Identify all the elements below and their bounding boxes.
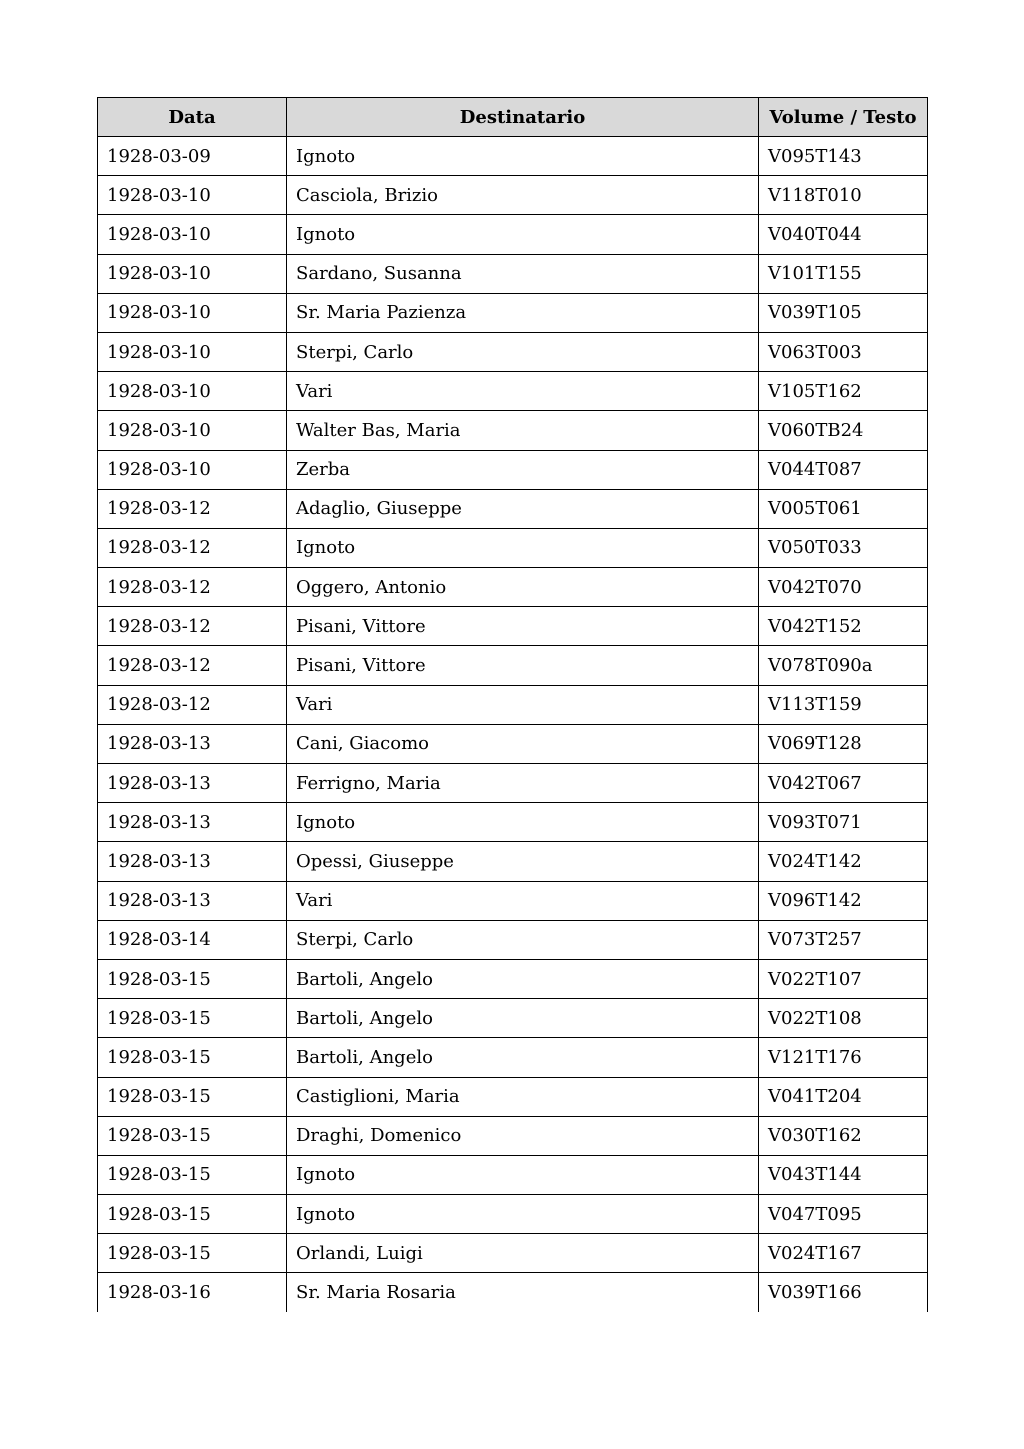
table-row — [98, 176, 928, 215]
table-row — [98, 685, 928, 724]
cell-volume-text: V040T044 — [759, 215, 928, 254]
table-row — [98, 607, 928, 646]
cell-volume-text: V041T204 — [759, 1077, 928, 1116]
cell-recipient: Bartoli, Angelo — [287, 999, 759, 1038]
cell-date: 1928-03-10 — [98, 411, 287, 450]
cell-volume-text: V078T090a — [759, 646, 928, 685]
cell-recipient: Bartoli, Angelo — [287, 959, 759, 998]
cell-date: 1928-03-15 — [98, 1038, 287, 1077]
cell-recipient: Ignoto — [287, 1155, 759, 1194]
table-row — [98, 724, 928, 763]
cell-recipient: Cani, Giacomo — [287, 724, 759, 763]
cell-recipient: Sr. Maria Rosaria — [287, 1273, 759, 1312]
column-header-volume-text: Volume / Testo — [759, 98, 928, 137]
cell-date: 1928-03-12 — [98, 607, 287, 646]
cell-recipient: Casciola, Brizio — [287, 176, 759, 215]
cell-date: 1928-03-13 — [98, 803, 287, 842]
cell-volume-text: V022T107 — [759, 959, 928, 998]
cell-volume-text: V024T167 — [759, 1234, 928, 1273]
table-row — [98, 1077, 928, 1116]
cell-volume-text: V030T162 — [759, 1116, 928, 1155]
cell-date: 1928-03-12 — [98, 568, 287, 607]
cell-volume-text: V063T003 — [759, 332, 928, 371]
cell-date: 1928-03-16 — [98, 1273, 287, 1312]
table-row — [98, 1234, 928, 1273]
cell-volume-text: V121T176 — [759, 1038, 928, 1077]
cell-volume-text: V024T142 — [759, 842, 928, 881]
column-header-date: Data — [98, 98, 287, 137]
cell-date: 1928-03-13 — [98, 724, 287, 763]
table-row — [98, 215, 928, 254]
cell-date: 1928-03-14 — [98, 920, 287, 959]
cell-recipient: Ignoto — [287, 215, 759, 254]
cell-date: 1928-03-10 — [98, 254, 287, 293]
table-row — [98, 803, 928, 842]
cell-volume-text: V042T152 — [759, 607, 928, 646]
cell-volume-text: V069T128 — [759, 724, 928, 763]
cell-volume-text: V005T061 — [759, 489, 928, 528]
cell-recipient: Ignoto — [287, 1195, 759, 1234]
cell-volume-text: V105T162 — [759, 372, 928, 411]
cell-recipient: Vari — [287, 685, 759, 724]
cell-volume-text: V118T010 — [759, 176, 928, 215]
table-body — [98, 137, 928, 1313]
table-row — [98, 332, 928, 371]
table-row — [98, 764, 928, 803]
cell-recipient: Pisani, Vittore — [287, 607, 759, 646]
cell-volume-text: V101T155 — [759, 254, 928, 293]
cell-recipient: Castiglioni, Maria — [287, 1077, 759, 1116]
table-row — [98, 568, 928, 607]
cell-recipient: Draghi, Domenico — [287, 1116, 759, 1155]
cell-volume-text: V073T257 — [759, 920, 928, 959]
cell-volume-text: V096T142 — [759, 881, 928, 920]
table-row — [98, 1155, 928, 1194]
table-row — [98, 411, 928, 450]
table-row — [98, 881, 928, 920]
column-header-recipient: Destinatario — [287, 98, 759, 137]
cell-date: 1928-03-15 — [98, 1077, 287, 1116]
cell-date: 1928-03-15 — [98, 1155, 287, 1194]
table-row — [98, 450, 928, 489]
cell-recipient: Walter Bas, Maria — [287, 411, 759, 450]
cell-date: 1928-03-12 — [98, 685, 287, 724]
table-row — [98, 920, 928, 959]
cell-date: 1928-03-12 — [98, 528, 287, 567]
cell-recipient: Pisani, Vittore — [287, 646, 759, 685]
cell-date: 1928-03-10 — [98, 332, 287, 371]
cell-date: 1928-03-15 — [98, 1234, 287, 1273]
cell-recipient: Vari — [287, 372, 759, 411]
table-row — [98, 1195, 928, 1234]
table-row — [98, 999, 928, 1038]
cell-date: 1928-03-15 — [98, 999, 287, 1038]
cell-recipient: Sardano, Susanna — [287, 254, 759, 293]
cell-recipient: Bartoli, Angelo — [287, 1038, 759, 1077]
cell-date: 1928-03-10 — [98, 176, 287, 215]
cell-volume-text: V060TB24 — [759, 411, 928, 450]
cell-date: 1928-03-13 — [98, 842, 287, 881]
cell-recipient: Sr. Maria Pazienza — [287, 293, 759, 332]
table-row — [98, 1273, 928, 1312]
cell-date: 1928-03-10 — [98, 293, 287, 332]
table-row — [98, 293, 928, 332]
cell-volume-text: V039T166 — [759, 1273, 928, 1312]
cell-date: 1928-03-15 — [98, 959, 287, 998]
cell-volume-text: V093T071 — [759, 803, 928, 842]
cell-recipient: Oggero, Antonio — [287, 568, 759, 607]
cell-recipient: Opessi, Giuseppe — [287, 842, 759, 881]
cell-date: 1928-03-10 — [98, 450, 287, 489]
table-row — [98, 254, 928, 293]
cell-volume-text: V022T108 — [759, 999, 928, 1038]
cell-volume-text: V047T095 — [759, 1195, 928, 1234]
letters-table — [97, 97, 928, 1312]
cell-date: 1928-03-13 — [98, 764, 287, 803]
table-header-row — [98, 98, 928, 137]
cell-recipient: Zerba — [287, 450, 759, 489]
cell-date: 1928-03-13 — [98, 881, 287, 920]
table-row — [98, 137, 928, 176]
cell-recipient: Sterpi, Carlo — [287, 332, 759, 371]
cell-volume-text: V043T144 — [759, 1155, 928, 1194]
cell-recipient: Orlandi, Luigi — [287, 1234, 759, 1273]
cell-recipient: Sterpi, Carlo — [287, 920, 759, 959]
table-row — [98, 646, 928, 685]
cell-date: 1928-03-10 — [98, 372, 287, 411]
cell-volume-text: V039T105 — [759, 293, 928, 332]
cell-recipient: Vari — [287, 881, 759, 920]
cell-volume-text: V095T143 — [759, 137, 928, 176]
cell-date: 1928-03-12 — [98, 489, 287, 528]
table-row — [98, 1116, 928, 1155]
cell-recipient: Ignoto — [287, 137, 759, 176]
table-row — [98, 489, 928, 528]
cell-recipient: Ignoto — [287, 803, 759, 842]
cell-date: 1928-03-09 — [98, 137, 287, 176]
cell-date: 1928-03-12 — [98, 646, 287, 685]
cell-recipient: Ferrigno, Maria — [287, 764, 759, 803]
cell-recipient: Adaglio, Giuseppe — [287, 489, 759, 528]
cell-volume-text: V042T070 — [759, 568, 928, 607]
table-row — [98, 1038, 928, 1077]
cell-volume-text: V044T087 — [759, 450, 928, 489]
cell-volume-text: V113T159 — [759, 685, 928, 724]
cell-volume-text: V050T033 — [759, 528, 928, 567]
cell-recipient: Ignoto — [287, 528, 759, 567]
table-row — [98, 372, 928, 411]
table-row — [98, 842, 928, 881]
cell-date: 1928-03-10 — [98, 215, 287, 254]
table-row — [98, 528, 928, 567]
cell-volume-text: V042T067 — [759, 764, 928, 803]
table-row — [98, 959, 928, 998]
cell-date: 1928-03-15 — [98, 1195, 287, 1234]
cell-date: 1928-03-15 — [98, 1116, 287, 1155]
